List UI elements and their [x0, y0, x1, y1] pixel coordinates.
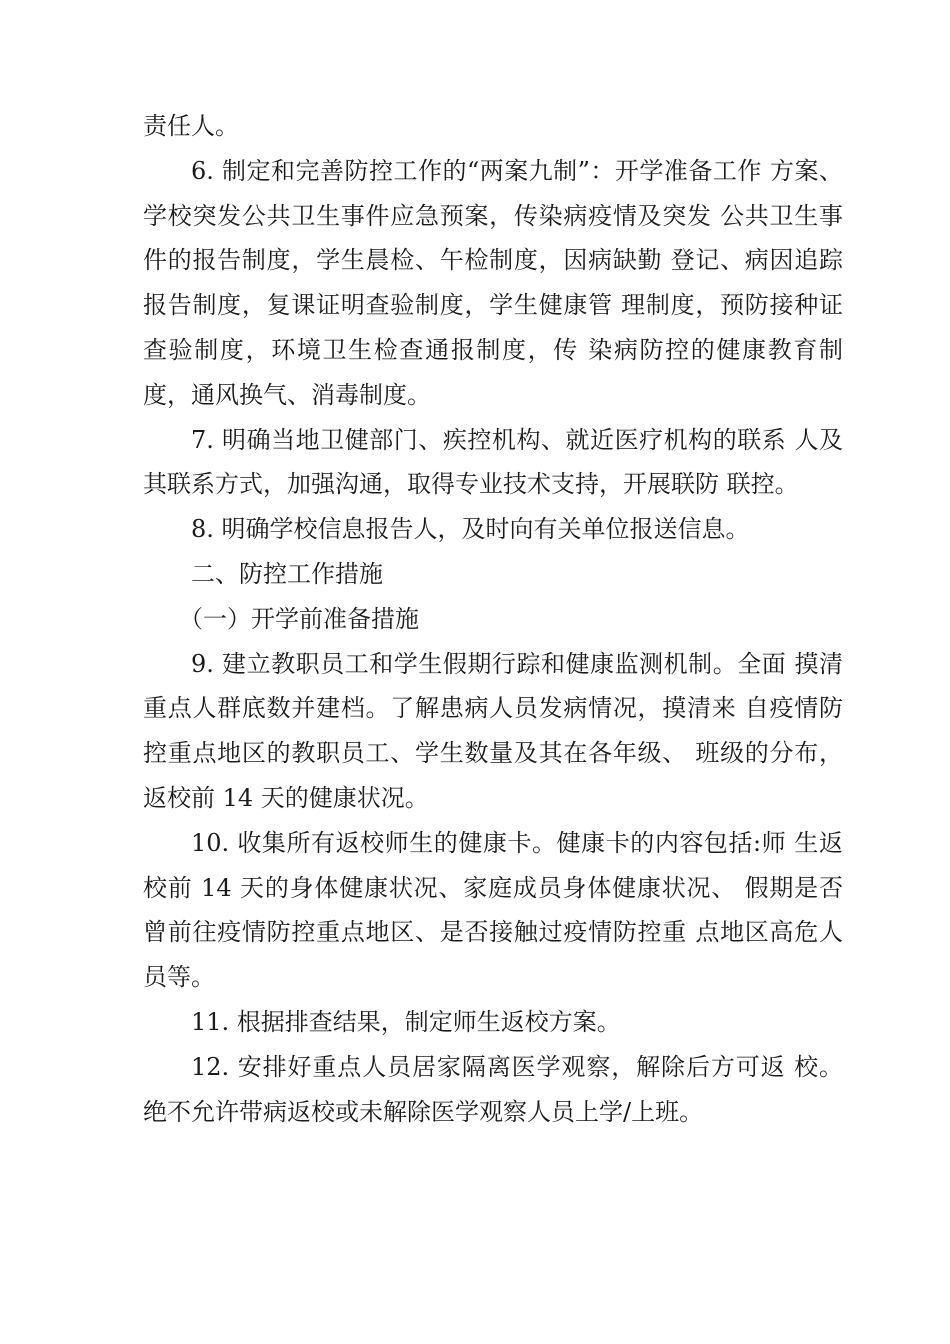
- section-heading-measures: 二、防控工作措施: [191, 559, 383, 588]
- paragraph-item-11: 11. 根据排查结果，制定师生返校方案。: [191, 1007, 621, 1036]
- paragraph-item-10: 10. 收集所有返校师生的健康卡。健康卡的内容包括:师 生返校前 14 天的身体健康状况、家庭成员身体健康状况、 假期是否曾前往疫情防控重点地区、是否接触过疫情防控重 点地区高危人员等。: [143, 828, 843, 992]
- paragraph-item-6: 6. 制定和完善防控工作的“两案九制”：开学准备工作 方案、学校突发公共卫生事件应急预案，传染病疫情及突发 公共卫生事件的报告制度，学生晨检、午检制度，因病缺勤 登记、病因追踪报告制度，复课证明查验制度，学生健康管 理制度，预防接种证查验制度，环境卫生检查通报制度，传 染病防控的健康教育制度，通风换气、消毒制度。: [143, 156, 843, 409]
- paragraph-responsible-person: 责任人。: [143, 112, 239, 140]
- subsection-heading-preparation: （一）开学前准备措施: [179, 604, 419, 633]
- document-body: [143, 104, 843, 1134]
- paragraph-item-9: 9. 建立教职员工和学生假期行踪和健康监测机制。全面 摸清重点人群底数并建档。了解患病人员发病情况，摸清来 自疫情防控重点地区的教职员工、学生数量及其在各年级、 班级的分布，返校前 14 天的健康状况。: [143, 649, 843, 812]
- paragraph-item-12: 12. 安排好重点人员居家隔离医学观察，解除后方可返 校。绝不允许带病返校或未解除医学观察人员上学/上班。: [143, 1052, 843, 1126]
- paragraph-item-7: 7. 明确当地卫健部门、疾控机构、就近医疗机构的联系 人及其联系方式，加强沟通，取得专业技术支持，开展联防 联控。: [143, 425, 843, 499]
- paragraph-item-8: 8. 明确学校信息报告人，及时向有关单位报送信息。: [191, 515, 750, 544]
